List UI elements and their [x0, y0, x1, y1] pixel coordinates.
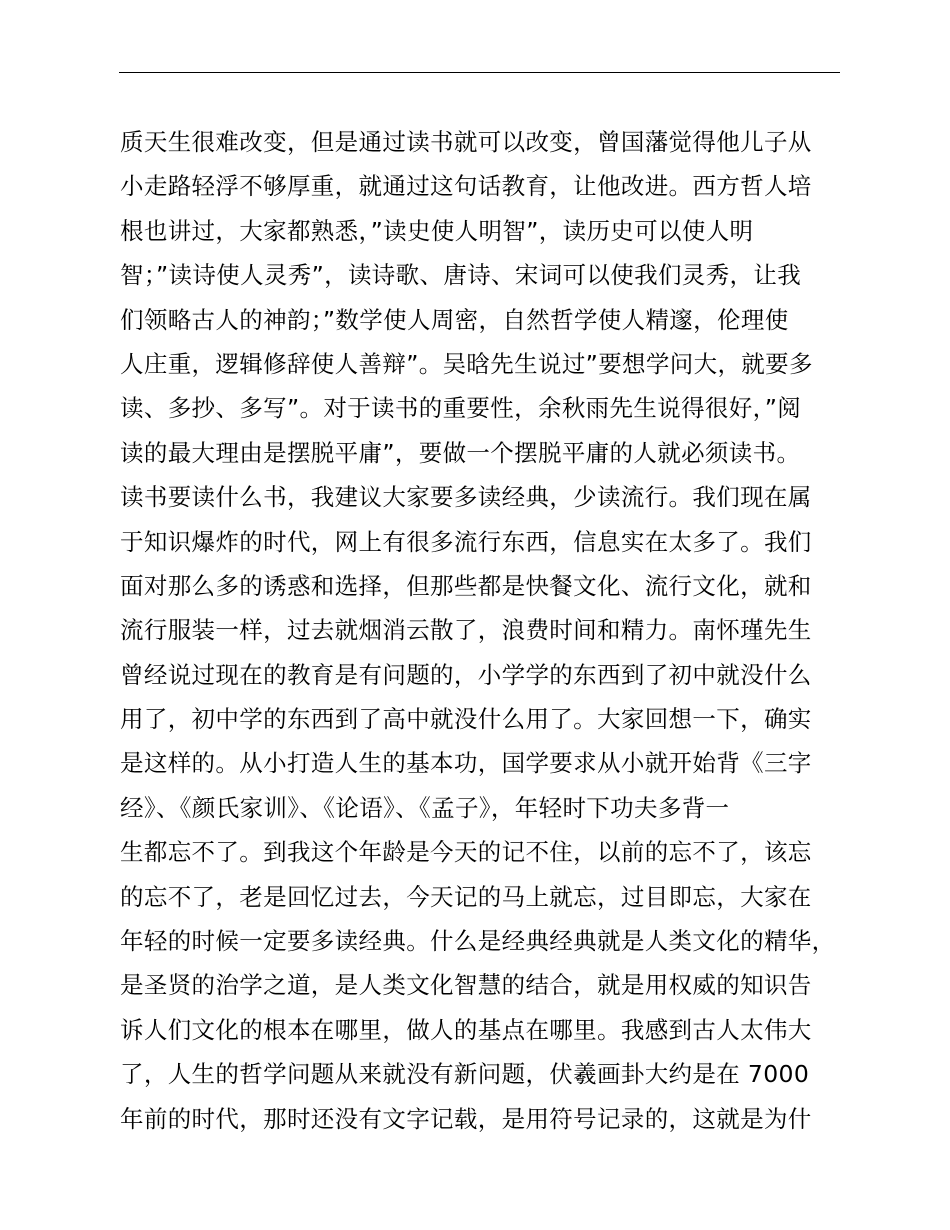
- text-line: 经》、《颜氏家训》、《论语》、《孟子》，年轻时下功夫多背一: [120, 793, 730, 822]
- text-line: 的忘不了，老是回忆过去，今天记的马上就忘，过目即忘，大家在: [120, 882, 812, 911]
- text-line: 读书要读什么书，我建议大家要多读经典，少读流行。我们现在属: [120, 483, 812, 512]
- text-line: 用了，初中学的东西到了高中就没什么用了。大家回想一下，确实: [120, 705, 812, 734]
- text-line: 诉人们文化的根本在哪里，做人的基点在哪里。我感到古人太伟大: [120, 1015, 812, 1044]
- text-line: 读的最大理由是摆脱平庸”，要做一个摆脱平庸的人就必须读书。: [120, 438, 801, 467]
- text-line: 年轻的时候一定要多读经典。什么是经典经典就是人类文化的精华，: [120, 927, 836, 956]
- body-text: [120, 120, 880, 1141]
- header-divider: [119, 72, 840, 73]
- text-line: 了，人生的哲学问题从来就没有新问题，伏羲画卦大约是在 7000: [120, 1060, 810, 1089]
- text-line: 是圣贤的治学之道，是人类文化智慧的结合，就是用权威的知识告: [120, 971, 812, 1000]
- text-line: 质天生很难改变，但是通过读书就可以改变，曾国藩觉得他儿子从: [120, 128, 812, 156]
- text-line: 流行服装一样，过去就烟消云散了，浪费时间和精力。南怀瑾先生: [120, 616, 812, 645]
- text-line: 是这样的。从小打造人生的基本功，国学要求从小就开始背《三字: [120, 749, 812, 778]
- text-line: 年前的时代，那时还没有文字记载，是用符号记录的，这就是为什: [120, 1104, 812, 1133]
- text-line: 人庄重，逻辑修辞使人善辩”。吴晗先生说过”要想学问大，就要多: [120, 349, 813, 378]
- text-line: 们领略古人的神韵；”数学使人周密，自然哲学使人精邃，伦理使: [120, 305, 789, 334]
- text-line: 根也讲过，大家都熟悉，”读史使人明智”，读历史可以使人明: [120, 216, 754, 245]
- text-line: 小走路轻浮不够厚重，就通过这句话教育，让他改进。西方哲人培: [120, 172, 812, 201]
- text-line: 面对那么多的诱惑和选择，但那些都是快餐文化、流行文化，就和: [120, 571, 812, 600]
- text-line: 生都忘不了。到我这个年龄是今天的记不住，以前的忘不了，该忘: [120, 838, 812, 867]
- text-line: 读、多抄、多写”。对于读书的重要性，余秋雨先生说得很好，”阅: [120, 394, 802, 423]
- text-line: 智；”读诗使人灵秀”，读诗歌、唐诗、宋词可以使我们灵秀，让我: [120, 261, 802, 290]
- text-line: 曾经说过现在的教育是有问题的，小学学的东西到了初中就没什么: [120, 660, 812, 689]
- text-line: 于知识爆炸的时代，网上有很多流行东西，信息实在太多了。我们: [120, 527, 812, 556]
